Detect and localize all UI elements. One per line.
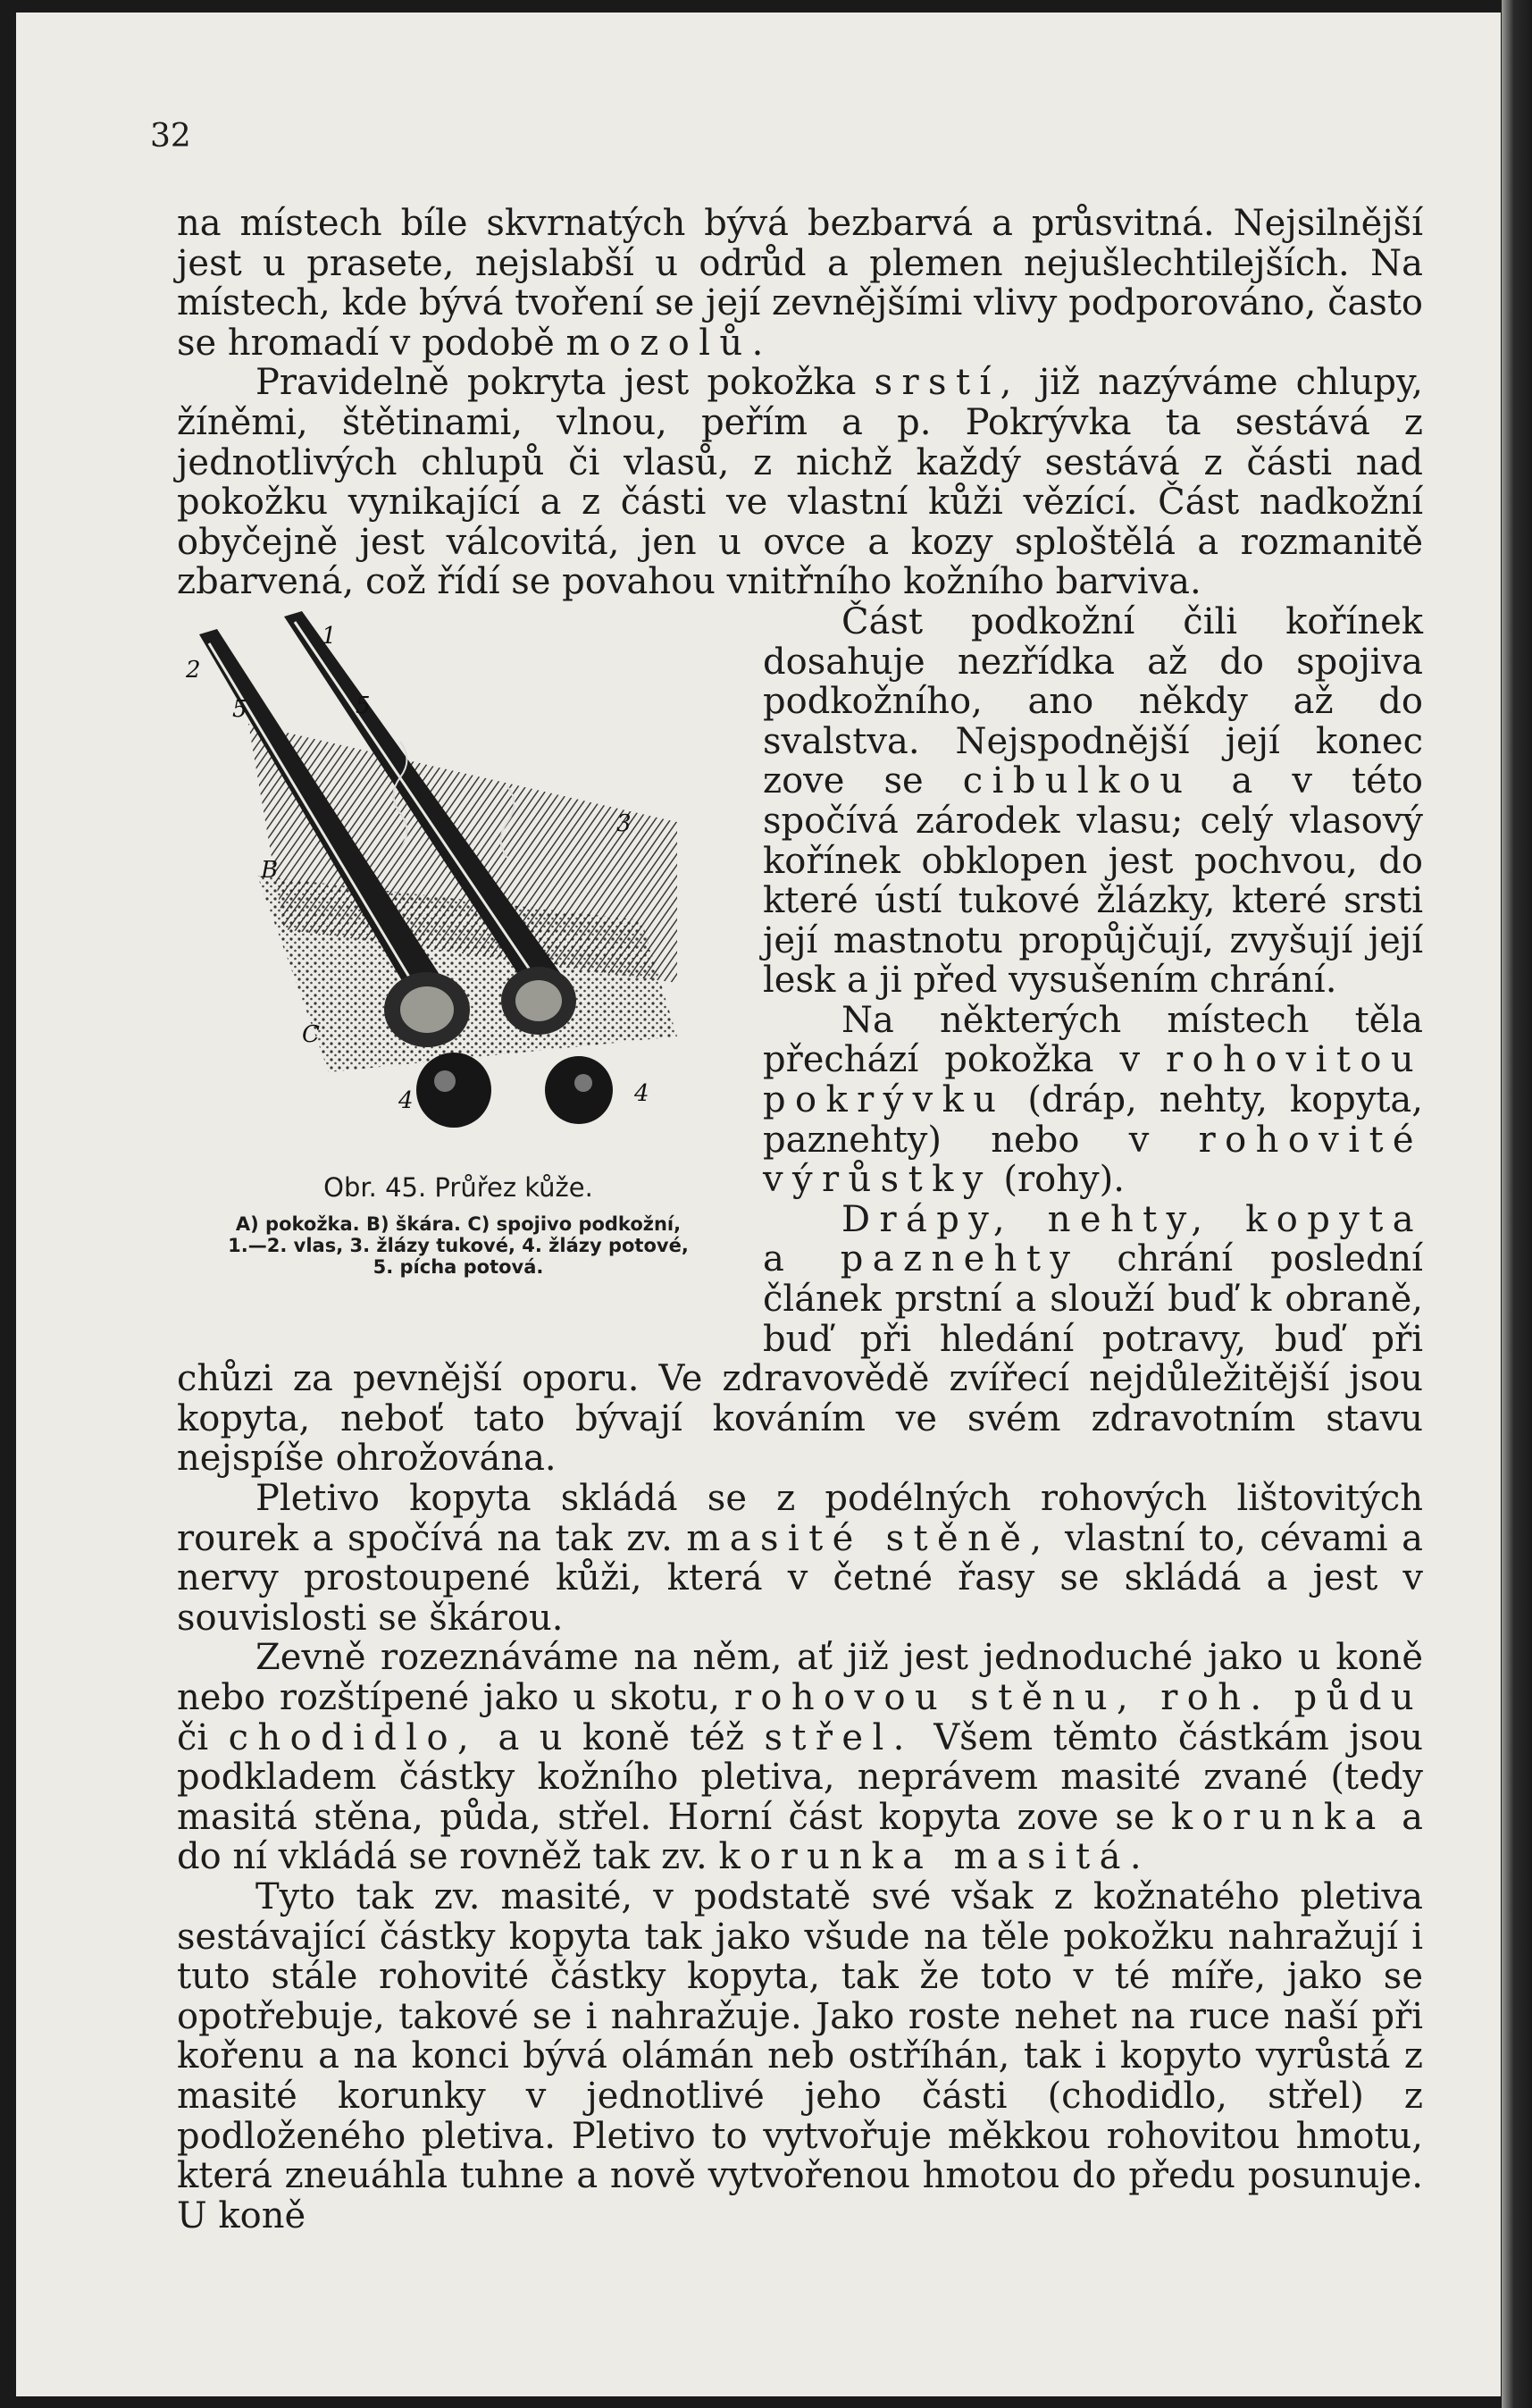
paragraph-1: na místech bíle skvrnatých bývá bezbarvá a průsvitná. Nejsilnější jest u prasete, nejslabší u odrůd a plemen nejušlechtilejších. Na místech, kde bývá tvoření se její zevnějšími vlivy podporováno, často se hromadí v podobě mozolů. [177, 203, 1423, 364]
figure-title: Obr. 45. Průřez kůže. [323, 1171, 593, 1203]
label-B: B [261, 856, 279, 884]
label-4b: 4 [634, 1079, 649, 1107]
paragraph-8: Tyto tak zv. masité, v podstatě své však z kožnatého pletiva sestávající částky kopyta tak jako všude na těle pokožku nahražují i tuto stále rohovité částky kopyta, tak že toto v té míře, jako se opotřebuje, takové se i nahražuje. Jako roste nehet na ruce naší při kořenu a na konci bývá olámán neb ostříhán, tak i kopyto vyrůstá z masité korunky v jednotlivé jeho části (chodidlo, střel) z podloženého pletiva. Pletivo to vytvořuje měkkou rohovitou hmotu, která zneuáhla tuhne a nově vytvořenou hmotou do předu posunuje. U koně [177, 1875, 1423, 2236]
paragraph-2: Pravidelně pokryta jest pokožka srstí, již nazýváme chlupy, žíněmi, štětinami, vlnou, peřím a p. Pokrývka ta sestává z jednotlivých chlupů či vlasů, z nichž každý sestává z části nad pokožku vynikající a z části ve vlastní kůži vězící. Část nadkožní obyčejně jest válcovitá, jen u ovce a kozy sploštělá a rozmanitě zbarvená, což řídí se povahou vnitřního kožního barviva. [177, 362, 1423, 603]
paragraph-5: Drápy, nehty, kopyta a paznehty chrání poslední článek prstní a slouží buď k obraně, buď při hledání potravy, buď při chůzi za pevnější oporu. Ve zdravovědě zvířecí nejdůležitější jsou kopyta, neboť tato bývají kováním ve svém zdravotním stavu nejspíše ohrožována. [177, 1198, 1423, 1480]
figure-legend: A) pokožka. B) škára. C) spojivo podkožní, 1.—2. vlas, 3. žlázy tukové, 4. žlázy potové, 5. píchа potová. [228, 1212, 689, 1278]
label-5b: 5 [356, 692, 371, 719]
label-1: 1 [322, 622, 337, 650]
skin-cross-section-illustration [177, 608, 740, 1162]
label-5: 5 [232, 695, 247, 723]
skin-cross-section-figure [177, 608, 740, 1340]
label-4a: 4 [398, 1087, 414, 1114]
paragraph-7: Zevně rozeznáváme na něm, ať již jest jednoduché jako u koně nebo rozštípené jako u skotu, rohovou stěnu, roh. půdu či chodidlo, a u koně též střel. Všem těmto částkám jsou podkladem částky kožního pletiva, neprávem masité zvané (tedy masitá stěna, půda, střel. Horní část kopyta zove se korunka a do ní vkládá se rovněž tak zv. korunka masitá. [177, 1637, 1423, 1878]
body-text [177, 204, 1423, 2236]
page-number: 32 [150, 118, 191, 155]
label-2: 2 [186, 656, 201, 684]
book-page [16, 13, 1501, 2396]
paragraph-4: Na některých místech těla přechází pokožka v rohovitou pokrývku (dráp, nehty, kopyta, paznehty) nebo v rohovité výrůstky (rohy). [763, 999, 1423, 1201]
label-3: 3 [616, 810, 632, 837]
paragraph-3: Část podkožní čili kořínek dosahuje nezřídka až do spojiva podkožního, ano někdy až do svalstva. Nejspodnější její konec zove se cibulkou a v této spočívá zárodek vlasu; celý vlasový kořínek obklopen jest pochvou, do které ústí tukové žlázky, které srsti její mastnotu propůjčují, zvyšují její lesk a ji před vysušením chrání. [763, 600, 1423, 1002]
label-C: C [302, 1020, 320, 1048]
page-edge-shadow [1502, 0, 1532, 2408]
paragraph-6: Pletivo kopyta skládá se z podélných rohových lištovitých rourek a spočívá na tak zv. masité stěně, vlastní to, cévami a nervy prostoupené kůži, která v četné řasy se skládá a jest v souvislosti se škárou. [177, 1478, 1423, 1639]
